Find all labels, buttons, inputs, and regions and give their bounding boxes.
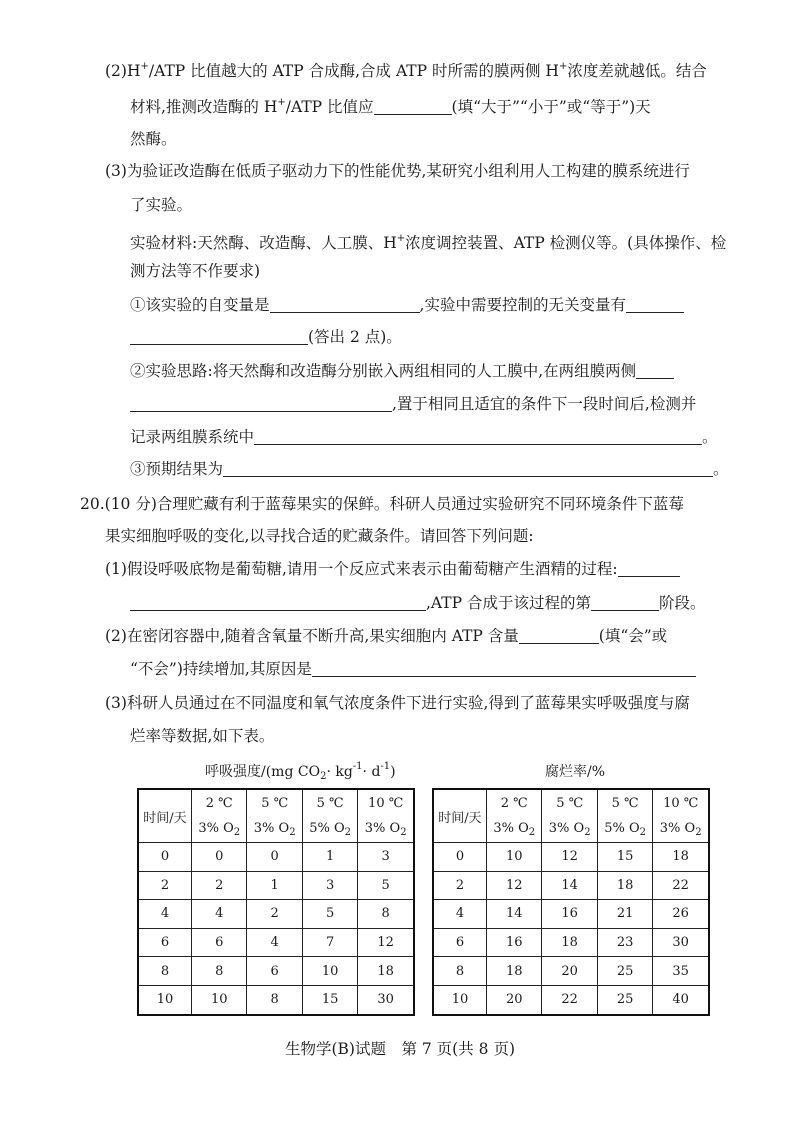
- table-row: [433, 871, 709, 900]
- answer-blank[interactable]: [223, 460, 713, 477]
- q19-sub2-line2: ,置于相同且适宜的条件下一段时间后,检测并: [130, 393, 696, 415]
- table-cell: 6: [192, 928, 247, 957]
- table-cell: 4: [138, 900, 192, 929]
- table-cell: 15: [302, 985, 357, 1015]
- q20-part3-line2: 烂率等数据,如下表。: [130, 727, 275, 745]
- table-cell: 18: [597, 871, 652, 900]
- table-cell: 12: [358, 928, 414, 957]
- respiration-table: [137, 788, 415, 1016]
- answer-blank[interactable]: [591, 594, 659, 611]
- table-cell: 5: [358, 871, 414, 900]
- temp-header: 5 ℃: [597, 789, 652, 816]
- q19-part3-line2: 了实验。: [130, 196, 193, 214]
- temp-header: 5 ℃: [302, 789, 357, 816]
- table-row: [433, 843, 709, 872]
- table-cell: 25: [597, 985, 652, 1015]
- q19-sub2-line1: ②实验思路:将天然酶和改造酶分别嵌入两组相同的人工膜中,在两组膜两侧: [130, 360, 674, 382]
- table-cell: 7: [302, 928, 357, 957]
- table-cell: 10: [433, 985, 487, 1015]
- table-cell: 4: [247, 928, 302, 957]
- q19-sub3-line1: ③预期结果为 。: [130, 460, 729, 478]
- table-cell: 20: [487, 985, 542, 1015]
- q20-part3-line1: (3)科研人员通过在不同温度和氧气浓度条件下进行实验,得到了蓝莓果实呼吸强度与腐: [105, 694, 690, 712]
- temp-header: 10 ℃: [358, 789, 414, 816]
- o2-header: 5% $O_2$: [597, 816, 652, 843]
- q19-part3-line1: (3)为验证改造酶在低质子驱动力下的性能优势,某研究小组利用人工构建的膜系统进行: [105, 162, 690, 180]
- time-header: 时间/天: [138, 789, 192, 843]
- answer-blank[interactable]: [519, 627, 599, 644]
- answer-blank[interactable]: [130, 594, 426, 611]
- table-cell: 22: [542, 985, 597, 1015]
- table-cell: 1: [247, 871, 302, 900]
- table-row: [433, 928, 709, 957]
- table-cell: 5: [302, 900, 357, 929]
- o2-header: 3% $O_2$: [542, 816, 597, 843]
- table-row: [433, 985, 709, 1015]
- table-cell: 26: [653, 900, 709, 929]
- temp-header: 5 ℃: [542, 789, 597, 816]
- table-cell: 8: [433, 957, 487, 986]
- table-row: [138, 871, 414, 900]
- time-header: 时间/天: [433, 789, 487, 843]
- table-row: [138, 928, 414, 957]
- table-cell: 16: [542, 900, 597, 929]
- table-cell: 2: [138, 871, 192, 900]
- answer-blank[interactable]: [254, 428, 702, 445]
- table-cell: 25: [597, 957, 652, 986]
- q19-materials-line2: 测方法等不作要求): [130, 262, 261, 280]
- table-cell: 0: [433, 843, 487, 872]
- q19-sub1-line1: ①该实验的自变量是 ,实验中需要控制的无关变量有: [130, 294, 684, 316]
- table-cell: 2: [247, 900, 302, 929]
- table-cell: 20: [542, 957, 597, 986]
- answer-blank[interactable]: [626, 296, 684, 313]
- table-cell: 30: [653, 928, 709, 957]
- answer-blank[interactable]: [374, 98, 452, 115]
- table-cell: 1: [302, 843, 357, 872]
- q19-sub1-line2: (答出 2 点)。: [130, 326, 402, 348]
- o2-header: 3% $O_2$: [247, 816, 302, 843]
- temp-header: 2 ℃: [192, 789, 247, 816]
- table-cell: 8: [192, 957, 247, 986]
- table-cell: 3: [358, 843, 414, 872]
- table-cell: 6: [433, 928, 487, 957]
- q20-stem-line2: 果实细胞呼吸的变化,以寻找合适的贮藏条件。请回答下列问题:: [105, 527, 534, 545]
- q20-part1-line2: ,ATP 合成于该过程的第 阶段。: [130, 592, 705, 614]
- table-cell: 16: [487, 928, 542, 957]
- table-cell: 0: [247, 843, 302, 872]
- o2-header: 3% $O_2$: [653, 816, 709, 843]
- q19-part2-line2: 材料,推测改造酶的 H+/ATP 比值应 (填“大于”“小于”或“等于”)天: [130, 97, 651, 116]
- q20-part2-line2: “不会”)持续增加,其原因是: [130, 658, 696, 680]
- q20-part2-line1: (2)在密闭容器中,随着含氧量不断升高,果实细胞内 ATP 含量 (填“会”或: [105, 627, 668, 645]
- answer-blank[interactable]: [130, 328, 308, 345]
- table-cell: 15: [597, 843, 652, 872]
- page-footer: 生物学(B)试题 第 7 页(共 8 页): [284, 1040, 515, 1058]
- answer-blank[interactable]: [270, 296, 420, 313]
- table-cell: 10: [302, 957, 357, 986]
- table-cell: 12: [487, 871, 542, 900]
- table-cell: 14: [487, 900, 542, 929]
- table-cell: 6: [138, 928, 192, 957]
- q19-part2-line1: (2)H+/ATP 比值越大的 ATP 合成酶,合成 ATP 时所需的膜两侧 H+浓度差就越低。结合: [105, 61, 707, 80]
- temp-header: 2 ℃: [487, 789, 542, 816]
- table-cell: 3: [302, 871, 357, 900]
- table-cell: 8: [247, 985, 302, 1015]
- table-cell: 30: [358, 985, 414, 1015]
- table-row: [138, 900, 414, 929]
- o2-header: 5% $O_2$: [302, 816, 357, 843]
- table-cell: 18: [653, 843, 709, 872]
- table-cell: 10: [487, 843, 542, 872]
- table-cell: 2: [192, 871, 247, 900]
- o2-header: 3% $O_2$: [192, 816, 247, 843]
- table-cell: 6: [247, 957, 302, 986]
- table-row: [138, 957, 414, 986]
- table-cell: 35: [653, 957, 709, 986]
- q19-part2-line3: 然酶。: [130, 130, 177, 148]
- rot-rate-table: [432, 788, 710, 1016]
- table-cell: 10: [138, 985, 192, 1015]
- table-cell: 4: [433, 900, 487, 929]
- q19-sub2-line3: 记录两组膜系统中 。: [130, 428, 718, 446]
- table-cell: 0: [138, 843, 192, 872]
- table-cell: 40: [653, 985, 709, 1015]
- temp-header: 5 ℃: [247, 789, 302, 816]
- table-row: [138, 985, 414, 1015]
- table-cell: 14: [542, 871, 597, 900]
- table-row: [433, 900, 709, 929]
- table-cell: 18: [487, 957, 542, 986]
- answer-blank[interactable]: [312, 660, 696, 677]
- table-cell: 10: [192, 985, 247, 1015]
- table-cell: 2: [433, 871, 487, 900]
- table1-caption: 呼吸强度/(mg $CO_2\cdot kg^{-1}\cdot d^{-1}$): [205, 761, 396, 782]
- temp-header: 10 ℃: [653, 789, 709, 816]
- table-row: [433, 957, 709, 986]
- table-cell: 18: [542, 928, 597, 957]
- table-cell: 22: [653, 871, 709, 900]
- table-cell: 21: [597, 900, 652, 929]
- table-cell: 8: [358, 900, 414, 929]
- o2-header: 3% $O_2$: [487, 816, 542, 843]
- answer-blank[interactable]: [130, 395, 392, 412]
- table-cell: 4: [192, 900, 247, 929]
- answer-blank[interactable]: [618, 560, 680, 577]
- q20-part1-line1: (1)假设呼吸底物是葡萄糖,请用一个反应式来表示由葡萄糖产生酒精的过程:: [105, 558, 680, 580]
- q19-materials-line1: 实验材料:天然酶、改造酶、人工膜、H+浓度调控装置、ATP 检测仪等。(具体操作、检: [130, 233, 727, 252]
- table-row: [138, 843, 414, 872]
- table-cell: 0: [192, 843, 247, 872]
- table-cell: 12: [542, 843, 597, 872]
- table-cell: 8: [138, 957, 192, 986]
- table-cell: 23: [597, 928, 652, 957]
- q20-stem-line1: 20.(10 分)合理贮藏有利于蓝莓果实的保鲜。科研人员通过实验研究不同环境条件下蓝莓: [80, 495, 684, 513]
- table-cell: 18: [358, 957, 414, 986]
- o2-header: 3% $O_2$: [358, 816, 414, 843]
- table2-caption: 腐烂率/%: [545, 764, 606, 780]
- answer-blank[interactable]: [636, 362, 674, 379]
